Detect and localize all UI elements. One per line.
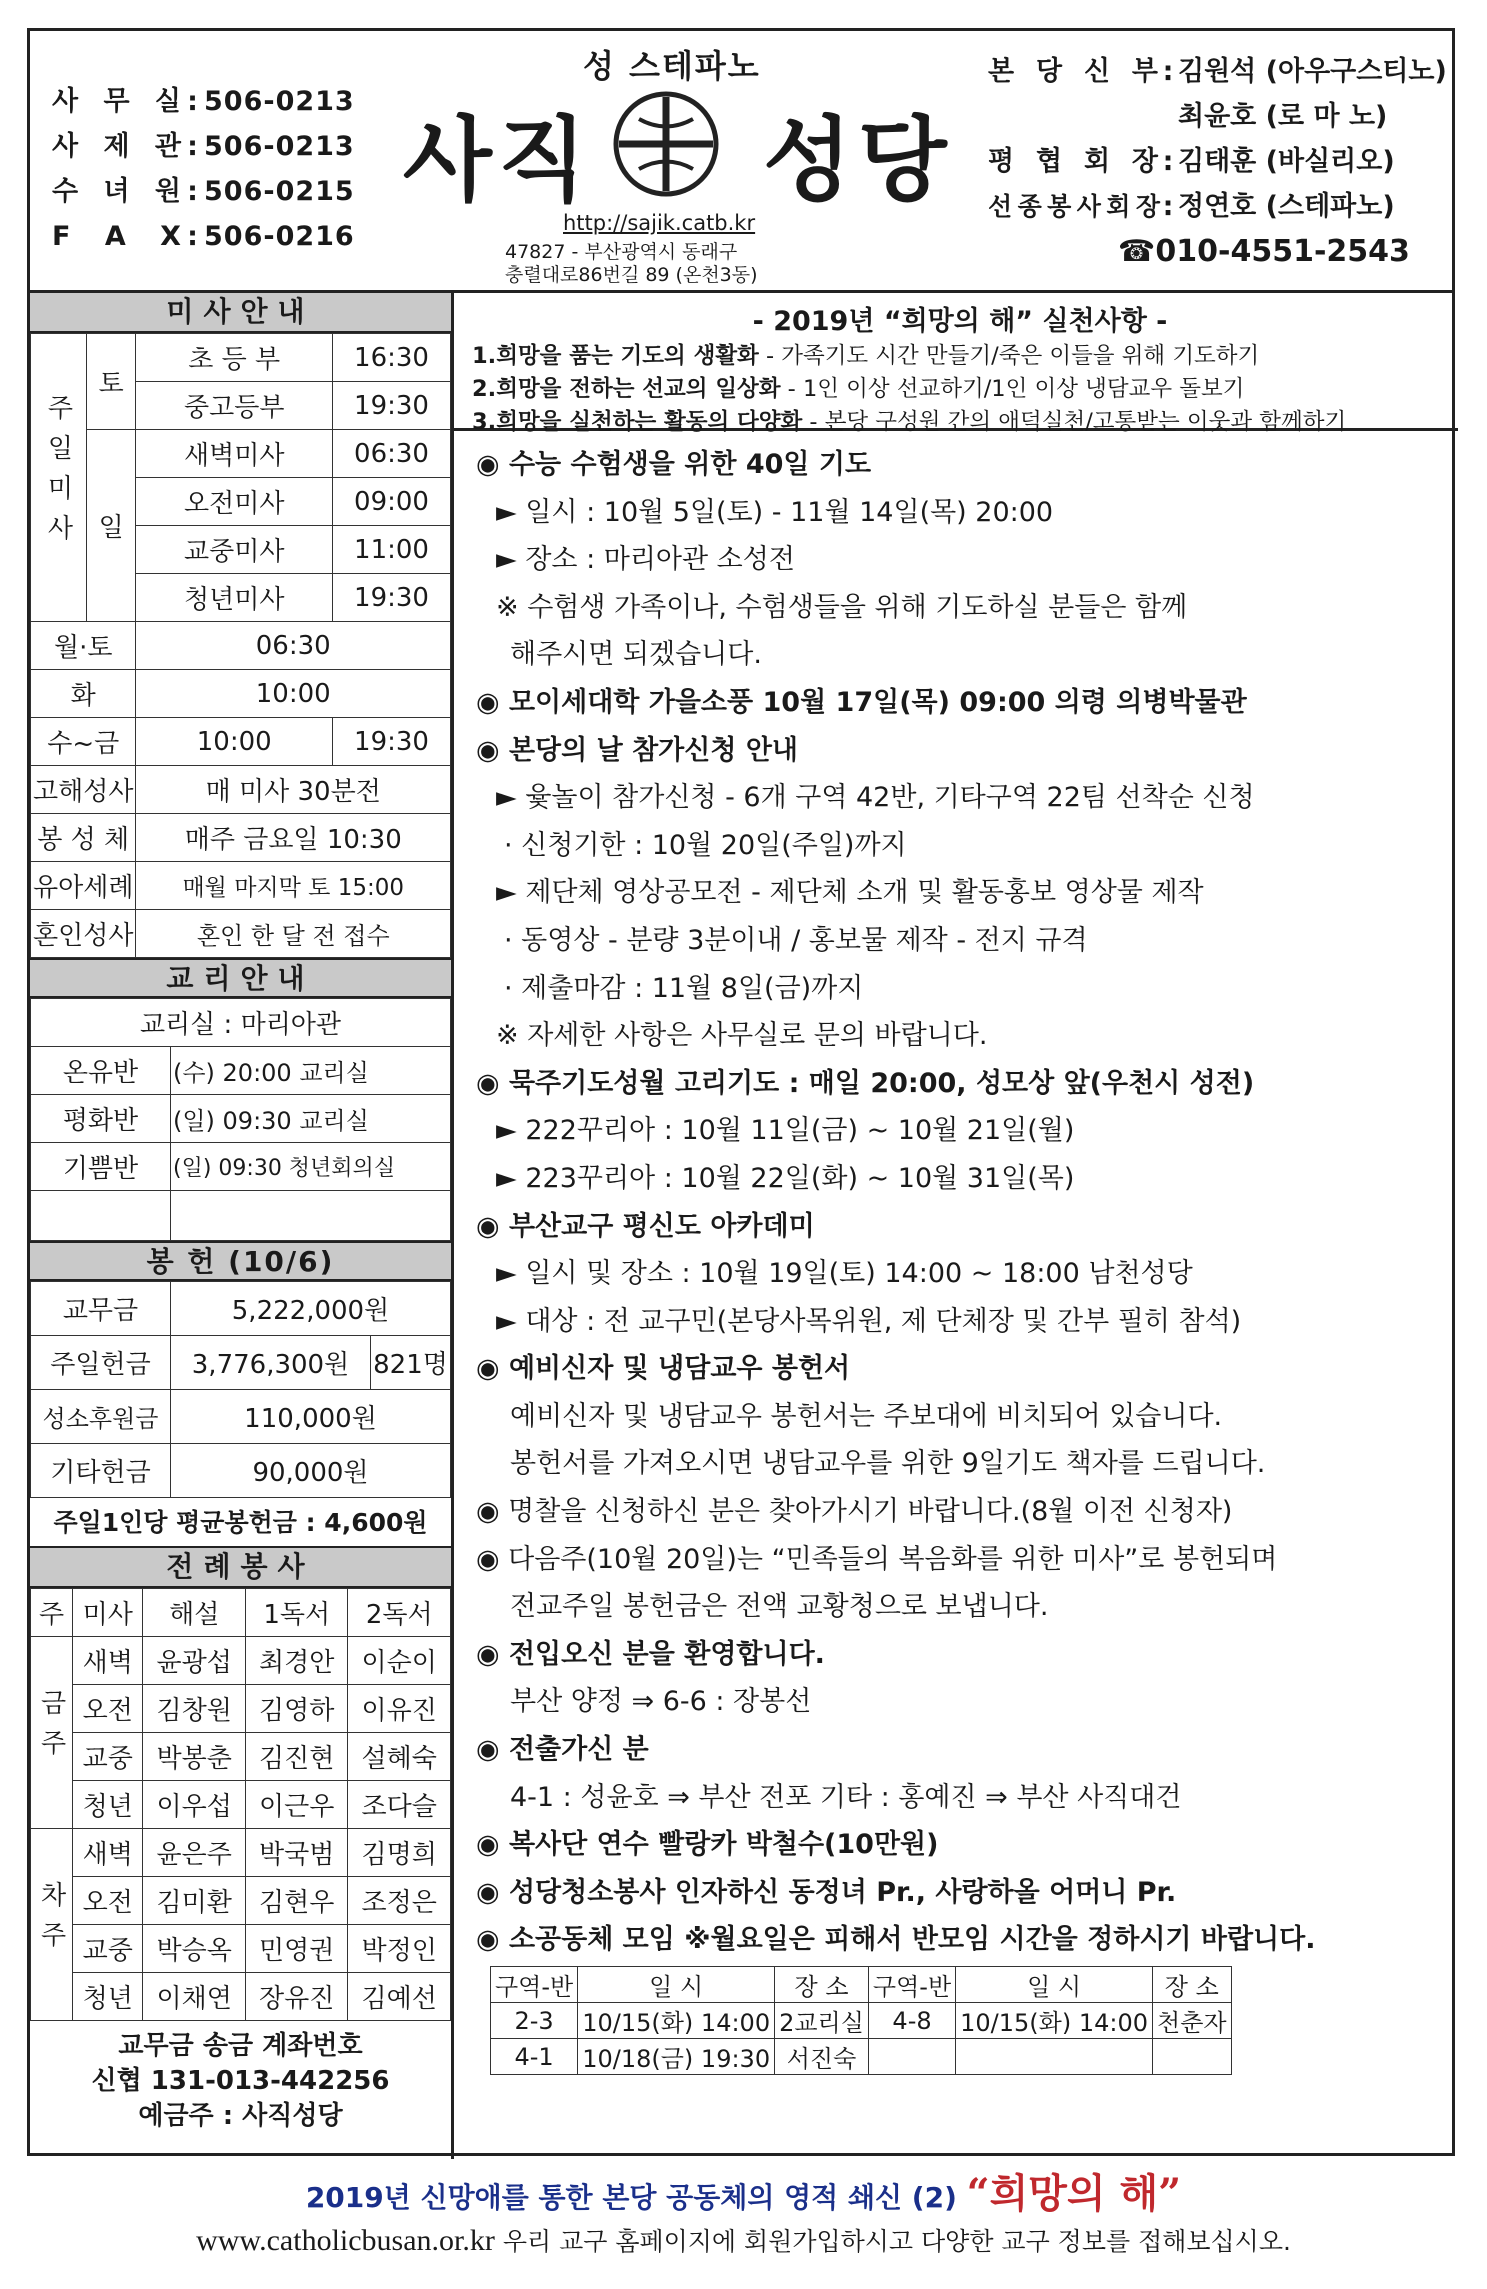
notice-line: 봉헌서를 가져오시면 냉담교우를 위한 9일기도 책자를 드립니다. — [510, 1448, 1266, 1480]
weekday-time: 10:00 — [136, 718, 333, 766]
clergy-separator — [1158, 94, 1178, 139]
notice-line: ► 223꾸리아 : 10월 22일(화) ~ 10월 31일(목) — [496, 1162, 1075, 1194]
notice-line: · 신청기한 : 10월 20일(주일)까지 — [504, 829, 907, 861]
address-line-1: 47827 - 부산광역시 동래구 — [505, 241, 738, 263]
groups-cell: 4-8 — [868, 2003, 955, 2039]
groups-header-cell: 구역-반 — [868, 1967, 955, 2003]
weekday-time: 19:30 — [333, 718, 451, 766]
offering-name: 성소후원금 — [31, 1390, 171, 1444]
contact-separator: : — [187, 221, 199, 252]
liturgy-cell: 오전 — [73, 1685, 143, 1733]
bulletin-page — [27, 28, 1455, 2156]
clergy-row — [988, 94, 1448, 139]
bulletin-header — [30, 31, 1452, 293]
mass-name: 새벽미사 — [136, 430, 333, 478]
contact-row — [52, 169, 355, 214]
mass-time: 11:00 — [333, 526, 451, 574]
liturgy-cell: 김예선 — [348, 1973, 451, 2021]
right-column — [454, 293, 1458, 2159]
diocese-site-link[interactable]: www.catholicbusan.or.kr — [196, 2224, 495, 2257]
liturgy-cell: 최경안 — [245, 1637, 348, 1685]
clergy-name: 김태훈 (바실리오) — [1178, 146, 1395, 177]
liturgy-week-text: 금주 — [36, 1689, 66, 1769]
sacrament-name: 고해성사 — [31, 766, 136, 814]
notice-line: ※ 자세한 사항은 사무실로 문의 바랍니다. — [496, 1020, 988, 1052]
notice-line: ► 윷놀이 참가신청 - 6개 구역 42반, 기타구역 22팀 선착순 신청 — [496, 782, 1255, 814]
groups-cell: 4-1 — [491, 2039, 578, 2075]
groups-header-cell: 일 시 — [578, 1967, 775, 2003]
groups-header-cell: 구역-반 — [491, 1967, 578, 2003]
liturgy-cell: 김진현 — [245, 1733, 348, 1781]
footer-slogan-highlight: “희망의 해” — [966, 2170, 1182, 2217]
liturgy-cell: 교중 — [73, 1925, 143, 1973]
groups-header-cell: 장 소 — [775, 1967, 869, 2003]
weekday-label: 수~금 — [31, 718, 136, 766]
liturgy-section-title: 전례봉사 — [30, 1548, 451, 1588]
notice-line: ◉ 다음주(10월 20일)는 “민족들의 복음화를 위한 미사”로 봉헌되며 — [476, 1543, 1278, 1575]
doctrine-section-title: 교리안내 — [30, 958, 451, 998]
clergy-name: 정연호 (스테파노) — [1178, 191, 1395, 222]
sacrament-name: 혼인성사 — [31, 910, 136, 958]
account-holder: 예금주 : 사직성당 — [138, 2101, 343, 2131]
left-column — [30, 293, 454, 2159]
notice-line: ► 제단체 영상공모전 - 제단체 소개 및 활동홍보 영상물 제작 — [496, 877, 1204, 909]
notice-line: 예비신자 및 냉담교우 봉헌서는 주보대에 비치되어 있습니다. — [510, 1400, 1223, 1432]
liturgy-cell: 박승옥 — [143, 1925, 246, 1973]
parish-cross-logo-icon — [611, 89, 721, 199]
contact-separator: : — [187, 131, 199, 162]
footer-slogan — [0, 2162, 1487, 2219]
practice-item-text: - 1인 이상 선교하기/1인 이상 냉담교우 돌보기 — [780, 376, 1245, 402]
offering-section-title: 봉 헌 (10/6) — [30, 1241, 451, 1281]
account-title: 교무금 송금 계좌번호 — [118, 2031, 363, 2061]
groups-header-cell: 장 소 — [1153, 1967, 1232, 2003]
notice-line: ► 대상 : 전 교구민(본당사목위원, 제 단체장 및 간부 필히 참석) — [496, 1305, 1242, 1337]
clergy-row — [988, 184, 1448, 229]
contact-phone: ☎010-4551-2543 — [1118, 234, 1410, 269]
notice-line: ◉ 전입오신 분을 환영합니다. — [476, 1638, 825, 1670]
notice-line: 4-1 : 성윤호 ⇒ 부산 전포 기타 : 홍예진 ⇒ 부산 사직대건 — [510, 1781, 1182, 1813]
clergy-separator: : — [1162, 191, 1174, 222]
weekday-label: 화 — [31, 670, 136, 718]
liturgy-week-text: 차주 — [36, 1881, 66, 1961]
notice-line: ► 222꾸리아 : 10월 11일(금) ~ 10월 21일(월) — [496, 1115, 1075, 1147]
liturgy-cell: 오전 — [73, 1877, 143, 1925]
notice-line: ◉ 명찰을 신청하신 분은 찾아가시기 바랍니다.(8월 이전 신청자) — [476, 1496, 1233, 1528]
notice-line: ◉ 묵주기도성월 고리기도 : 매일 20:00, 성모상 앞(우천시 성전) — [476, 1067, 1255, 1099]
liturgy-cell: 박봉춘 — [143, 1733, 246, 1781]
liturgy-cell: 이우섭 — [143, 1781, 246, 1829]
contact-separator: : — [187, 86, 199, 117]
liturgy-cell: 조다슬 — [348, 1781, 451, 1829]
parish-name-first: 사직 — [403, 107, 593, 214]
liturgy-row — [31, 1973, 451, 2021]
groups-cell — [868, 2039, 955, 2075]
liturgy-cell: 김창원 — [143, 1685, 246, 1733]
practice-item — [472, 373, 1448, 406]
liturgy-header-cell: 미사 — [73, 1589, 143, 1637]
notice-line: 해주시면 되겠습니다. — [510, 639, 762, 671]
footer-site-text: 우리 교구 홈페이지에 회원가입하시고 다양한 교구 정보를 접해보십시오. — [494, 2227, 1291, 2256]
offering-amount: 110,000원 — [171, 1390, 451, 1444]
liturgy-cell: 청년 — [73, 1781, 143, 1829]
weekday-time: 10:00 — [136, 670, 451, 718]
offering-amount: 5,222,000원 — [171, 1282, 451, 1336]
notice-line: ◉ 예비신자 및 냉담교우 봉헌서 — [476, 1353, 851, 1385]
clergy-name: 최윤호 (로 마 노) — [1178, 101, 1388, 132]
class-name: 온유반 — [31, 1047, 171, 1095]
notice-line: ※ 수험생 가족이나, 수험생들을 위해 기도하실 분들은 함께 — [496, 591, 1188, 623]
notice-line: 전교주일 봉헌금은 전액 교황청으로 보냅니다. — [510, 1591, 1049, 1623]
contact-label: 사 무 실 — [52, 86, 182, 117]
footer-slogan-text: 2019년 신망애를 통한 본당 공동체의 영적 쇄신 (2) — [305, 2181, 967, 2214]
groups-header-row — [491, 1967, 1232, 2003]
groups-row — [491, 2003, 1232, 2039]
account-info — [30, 2021, 451, 2134]
notice-line: ◉ 성당청소봉사 인자하신 동정녀 Pr., 사랑하올 어머니 Pr. — [476, 1876, 1177, 1908]
notice-line: ◉ 전출가신 분 — [476, 1734, 649, 1766]
liturgy-cell: 민영권 — [245, 1925, 348, 1973]
practice-item — [472, 340, 1448, 373]
groups-cell: 서진숙 — [775, 2039, 869, 2075]
sacrament-value: 매주 금요일 10:30 — [136, 814, 451, 862]
mass-time: 16:30 — [333, 334, 451, 382]
parish-address — [505, 241, 758, 287]
notice-line: ◉ 소공동체 모임 ※월요일은 피해서 반모임 시간을 정하시기 바랍니다. — [476, 1924, 1316, 1956]
mass-name: 청년미사 — [136, 574, 333, 622]
offering-name: 교무금 — [31, 1282, 171, 1336]
liturgy-week-label — [31, 1829, 73, 2021]
parish-name-second: 성당 — [763, 107, 953, 214]
liturgy-cell: 이채연 — [143, 1973, 246, 2021]
offering-name: 기타헌금 — [31, 1444, 171, 1498]
liturgy-cell: 김미환 — [143, 1877, 246, 1925]
liturgy-cell: 김명희 — [348, 1829, 451, 1877]
liturgy-header-cell: 1독서 — [245, 1589, 348, 1637]
offering-amount: 3,776,300원 — [171, 1336, 371, 1390]
parish-url-link[interactable]: http://sajik.catb.kr — [563, 211, 756, 235]
mass-name: 교중미사 — [136, 526, 333, 574]
clergy-row — [988, 49, 1448, 94]
parish-brand — [385, 35, 985, 290]
liturgy-cell: 윤광섭 — [143, 1637, 246, 1685]
liturgy-cell: 박국범 — [245, 1829, 348, 1877]
liturgy-table — [30, 1588, 451, 2021]
groups-cell — [1153, 2039, 1232, 2075]
contact-number: 506-0215 — [204, 176, 355, 207]
notice-line: · 제출마감 : 11월 8일(금)까지 — [504, 972, 864, 1004]
contact-list — [52, 79, 355, 259]
liturgy-header-cell: 2독서 — [348, 1589, 451, 1637]
sacrament-value: 혼인 한 달 전 접수 — [136, 910, 451, 958]
groups-cell: 2교리실 — [775, 2003, 869, 2039]
offering-table — [30, 1281, 451, 1498]
small-community-table — [490, 1966, 1232, 2075]
sacrament-value: 매월 마지막 토 15:00 — [136, 862, 451, 910]
saturday-label: 토 — [86, 334, 136, 430]
liturgy-row — [31, 1877, 451, 1925]
liturgy-row — [31, 1733, 451, 1781]
liturgy-cell: 교중 — [73, 1733, 143, 1781]
mass-time: 06:30 — [333, 430, 451, 478]
practice-item-text: - 본당 구성원 간의 애덕실천/고통받는 이웃과 함께하기 — [802, 409, 1347, 435]
contact-number: 506-0213 — [204, 131, 355, 162]
clergy-separator: : — [1162, 56, 1174, 87]
groups-cell: 10/18(금) 19:30 — [578, 2039, 775, 2075]
class-schedule: (수) 20:00 교리실 — [171, 1047, 451, 1095]
clergy-role: 평 협 회 장 — [988, 146, 1158, 177]
mass-schedule-table — [30, 333, 451, 958]
contact-row — [52, 79, 355, 124]
average-offering: 주일1인당 평균봉헌금 : 4,600원 — [30, 1498, 451, 1548]
liturgy-cell: 조정은 — [348, 1877, 451, 1925]
notice-line: · 동영상 - 분량 3분이내 / 홍보물 제작 - 전지 규격 — [504, 924, 1088, 956]
offering-name: 주일헌금 — [31, 1336, 171, 1390]
mass-name: 중고등부 — [136, 382, 333, 430]
practice-item-head: 3.희망을 실천하는 활동의 다양화 — [472, 409, 803, 435]
class-name: 기쁨반 — [31, 1143, 171, 1191]
mass-name: 초 등 부 — [136, 334, 333, 382]
contact-label: 수 녀 원 — [52, 176, 182, 207]
groups-cell: 10/15(화) 14:00 — [956, 2003, 1153, 2039]
groups-cell: 천춘자 — [1153, 2003, 1232, 2039]
notice-line: ◉ 수능 수험생을 위한 40일 기도 — [476, 449, 872, 480]
notice-line: ► 일시 및 장소 : 10월 19일(토) 14:00 ~ 18:00 남천성당 — [496, 1258, 1193, 1290]
clergy-list — [988, 49, 1448, 274]
liturgy-cell: 청년 — [73, 1973, 143, 2021]
mass-section-title: 미사안내 — [30, 293, 451, 333]
liturgy-cell: 이근우 — [245, 1781, 348, 1829]
liturgy-header-row — [31, 1589, 451, 1637]
practice-box — [454, 293, 1458, 435]
notice-line: ◉ 본당의 날 참가신청 안내 — [476, 734, 798, 766]
liturgy-cell: 이순이 — [348, 1637, 451, 1685]
weekday-time: 06:30 — [136, 622, 451, 670]
liturgy-cell: 설혜숙 — [348, 1733, 451, 1781]
mass-time: 19:30 — [333, 574, 451, 622]
sacrament-name: 유아세례 — [31, 862, 136, 910]
sunday-mass-label: 주일미사 — [31, 334, 87, 622]
liturgy-cell: 새벽 — [73, 1637, 143, 1685]
sunday-label: 일 — [86, 430, 136, 622]
notice-line: 부산 양정 ⇒ 6-6 : 장봉선 — [510, 1686, 812, 1718]
parish-saint: 성 스테파노 — [583, 47, 761, 85]
liturgy-header-cell: 해설 — [143, 1589, 246, 1637]
clergy-separator: : — [1162, 146, 1174, 177]
notice-line: ► 일시 : 10월 5일(토) - 11월 14일(목) 20:00 — [496, 496, 1054, 528]
groups-row — [491, 2039, 1232, 2075]
liturgy-cell: 김영하 — [245, 1685, 348, 1733]
contact-number: 506-0216 — [204, 221, 355, 252]
groups-cell — [956, 2039, 1153, 2075]
groups-cell: 10/15(화) 14:00 — [578, 2003, 775, 2039]
notice-list — [454, 431, 1458, 2075]
sacrament-name: 봉 성 체 — [31, 814, 136, 862]
clergy-role — [988, 94, 1158, 139]
liturgy-cell: 김현우 — [245, 1877, 348, 1925]
liturgy-row — [31, 1925, 451, 1973]
mass-time: 19:30 — [333, 382, 451, 430]
contact-row — [52, 214, 355, 259]
liturgy-cell: 새벽 — [73, 1829, 143, 1877]
account-number: 신협 131-013-442256 — [91, 2066, 390, 2096]
practice-item-text: - 가족기도 시간 만들기/죽은 이들을 위해 기도하기 — [758, 343, 1260, 369]
footer-site — [0, 2222, 1487, 2258]
liturgy-week-label — [31, 1637, 73, 1829]
contact-row — [52, 124, 355, 169]
liturgy-row — [31, 1829, 451, 1877]
practice-item-head: 2.희망을 전하는 선교의 일상화 — [472, 376, 781, 402]
address-line-2: 충렬대로86번길 89 (온천3동) — [505, 264, 758, 286]
empty-cell — [171, 1191, 451, 1241]
clergy-role: 본 당 신 부 — [988, 56, 1158, 87]
contact-number: 506-0213 — [204, 86, 355, 117]
liturgy-row — [31, 1685, 451, 1733]
liturgy-cell: 박정인 — [348, 1925, 451, 1973]
liturgy-cell: 장유진 — [245, 1973, 348, 2021]
practice-title: - 2019년 “희망의 해” 실천사항 - — [752, 306, 1168, 337]
clergy-row — [988, 139, 1448, 184]
sacrament-value: 매 미사 30분전 — [136, 766, 451, 814]
class-name: 평화반 — [31, 1095, 171, 1143]
liturgy-row — [31, 1781, 451, 1829]
notice-line: ◉ 모이세대학 가을소풍 10월 17일(목) 09:00 의령 의병박물관 — [476, 686, 1247, 718]
groups-header-cell: 일 시 — [956, 1967, 1153, 2003]
contact-label: 사 제 관 — [52, 131, 182, 162]
contact-separator: : — [187, 176, 199, 207]
weekday-label: 월·토 — [31, 622, 136, 670]
empty-cell — [31, 1191, 171, 1241]
offering-amount: 90,000원 — [171, 1444, 451, 1498]
class-schedule: (일) 09:30 청년회의실 — [171, 1143, 451, 1191]
practice-item-head: 1.희망을 품는 기도의 생활화 — [472, 343, 759, 369]
liturgy-cell: 윤은주 — [143, 1829, 246, 1877]
class-schedule: (일) 09:30 교리실 — [171, 1095, 451, 1143]
contact-label: F A X — [52, 221, 182, 252]
clergy-role: 선 종 봉 사 회 장 — [988, 192, 1158, 221]
liturgy-header-cell: 주 — [31, 1589, 73, 1637]
notice-line: ◉ 부산교구 평신도 아카데미 — [476, 1210, 815, 1242]
notice-line: ◉ 복사단 연수 빨랑카 박철수(10만원) — [476, 1829, 939, 1861]
doctrine-room: 교리실 : 마리아관 — [31, 999, 451, 1047]
liturgy-cell: 이유진 — [348, 1685, 451, 1733]
notice-line: ► 장소 : 마리아관 소성전 — [496, 544, 795, 576]
doctrine-table — [30, 998, 451, 1241]
groups-cell: 2-3 — [491, 2003, 578, 2039]
offering-count: 821명 — [371, 1336, 451, 1390]
liturgy-row — [31, 1637, 451, 1685]
clergy-name: 김원석 (아우구스티노) — [1178, 56, 1447, 87]
practice-item — [472, 406, 1448, 439]
mass-time: 09:00 — [333, 478, 451, 526]
mass-name: 오전미사 — [136, 478, 333, 526]
